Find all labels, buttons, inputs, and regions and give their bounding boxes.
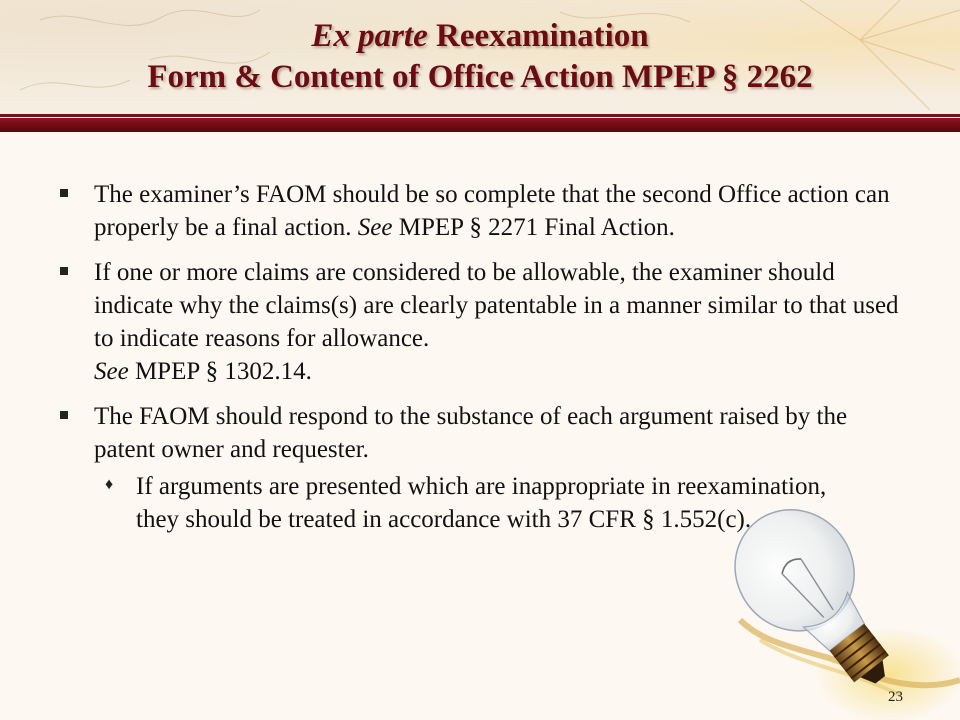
square-bullet-icon — [60, 267, 68, 275]
bullet-item — [60, 400, 910, 466]
title-line-1 — [0, 16, 960, 57]
bullet-text-pre: If one or more claims are considered to be allowable, the examiner should indicate why the claims(s) are clearly patentable in a manner similar to that used to indicate reasons for allowance. — [94, 259, 899, 352]
bullet-text-post: MPEP § 1302.14. — [128, 358, 312, 385]
slide-content — [60, 178, 910, 536]
bullet-text: The FAOM should respond to the substance of each argument raised by the patent owner and requester. — [94, 403, 848, 463]
square-bullet-icon — [60, 411, 68, 419]
bullet-see: See — [94, 358, 129, 385]
light-bulb-icon — [700, 500, 960, 720]
page-title — [0, 16, 960, 98]
square-bullet-icon — [60, 189, 68, 197]
header-banner — [0, 0, 960, 114]
bullet-item — [60, 256, 910, 388]
title-line-2: Form & Content of Office Action MPEP § 2262 — [147, 59, 813, 95]
diamond-bullet-icon: ♦ — [105, 476, 114, 493]
bullet-text-post: MPEP § 2271 Final Action. — [392, 214, 675, 241]
bullet-item — [60, 178, 910, 244]
bullet-see: See — [357, 214, 393, 241]
title-italic: Ex parte — [311, 18, 428, 54]
slide-number: 23 — [888, 689, 903, 705]
title-rule-thick — [0, 118, 960, 132]
sub-bullet-text: If arguments are presented which are inappropriate in reexamination, they should be treated in accordance with 37 CFR § 1.552(c). — [136, 473, 827, 533]
bullet-text-pre: The examiner’s FAOM should be so complete that the second Office action can properly be a final action. — [94, 181, 890, 241]
title-line-1-rest: Reexamination — [427, 18, 649, 54]
title-rule-thin — [0, 114, 960, 117]
